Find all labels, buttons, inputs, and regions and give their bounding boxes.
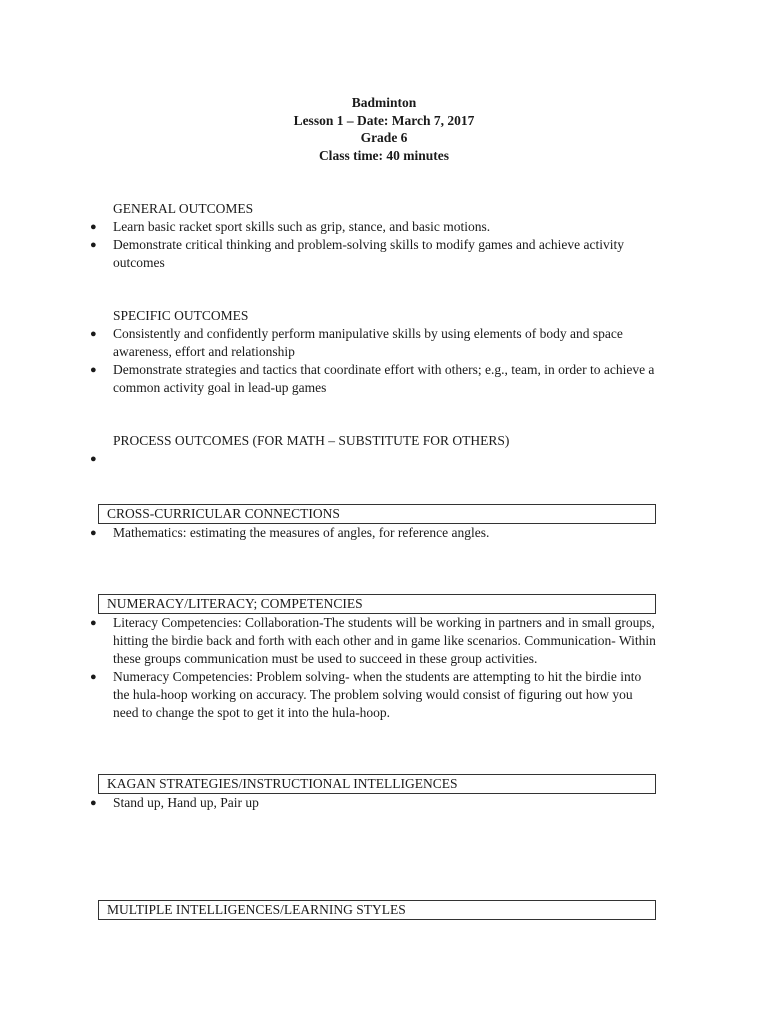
kagan-section [90,774,660,812]
bullet-icon: ● [90,797,97,809]
cross-curricular-heading: CROSS-CURRICULAR CONNECTIONS [98,504,656,524]
specific-outcomes-heading: SPECIFIC OUTCOMES [113,308,249,323]
bullet-icon: ● [90,328,97,340]
process-outcomes-section [90,432,660,468]
general-outcomes-list [90,218,660,272]
lesson-header [0,94,768,164]
bullet-icon: ● [90,364,97,376]
cross-curricular-list [90,524,660,542]
general-outcomes-section [90,200,660,272]
bullet-icon: ● [90,671,97,683]
list-item: ● Numeracy Competencies: Problem solving- when the students are attempting to hit the birdie into the hula-hoop working on accuracy. The problem solving would consist of figuring out how you need to change the spot to get it into the hula-hoop. [90,669,642,720]
list-item: ● Literacy Competencies: Collaboration-The students will be working in partners and in small groups, hitting the birdie back and forth with each other and in game like scenarios. Communication- Within these groups communication must be used to succeed in these group activities. [90,615,656,666]
list-item: ● Stand up, Hand up, Pair up [90,795,259,810]
specific-outcomes-section [90,307,660,397]
cross-curricular-section [90,504,660,542]
lesson-date: Lesson 1 – Date: March 7, 2017 [293,112,475,128]
multiple-intelligences-heading: MULTIPLE INTELLIGENCES/LEARNING STYLES [98,900,656,920]
lesson-title: Badminton [351,95,417,110]
numeracy-literacy-heading: NUMERACY/LITERACY; COMPETENCIES [98,594,656,614]
kagan-list [90,794,660,812]
process-outcomes-list [90,450,660,468]
list-item: ● Demonstrate critical thinking and problem-solving skills to modify games and achieve activity outcomes [90,237,625,270]
list-item: ● Demonstrate strategies and tactics that coordinate effort with others; e.g., team, in order to achieve a common activity goal in lead-up games [90,362,655,395]
numeracy-literacy-list [90,614,660,722]
list-item [90,450,660,468]
lesson-class-time: Class time: 40 minutes [318,147,450,163]
bullet-icon: ● [90,527,97,539]
multiple-intelligences-section [90,900,660,920]
general-outcomes-heading: GENERAL OUTCOMES [113,201,254,216]
bullet-icon: ● [90,239,97,251]
lesson-grade: Grade 6 [360,130,408,145]
kagan-heading: KAGAN STRATEGIES/INSTRUCTIONAL INTELLIGENCES [98,774,656,794]
list-item: ● Learn basic racket sport skills such as grip, stance, and basic motions. [90,219,491,234]
process-outcomes-heading: PROCESS OUTCOMES (FOR MATH – SUBSTITUTE FOR OTHERS) [113,433,510,448]
list-item: ● Mathematics: estimating the measures of angles, for reference angles. [90,525,490,540]
list-item: ● Consistently and confidently perform manipulative skills by using elements of body and space awareness, effort and relationship [90,326,623,359]
bullet-icon: ● [90,453,97,465]
bullet-icon: ● [90,617,97,629]
specific-outcomes-list [90,325,660,397]
numeracy-literacy-section [90,594,660,722]
bullet-icon: ● [90,221,97,233]
